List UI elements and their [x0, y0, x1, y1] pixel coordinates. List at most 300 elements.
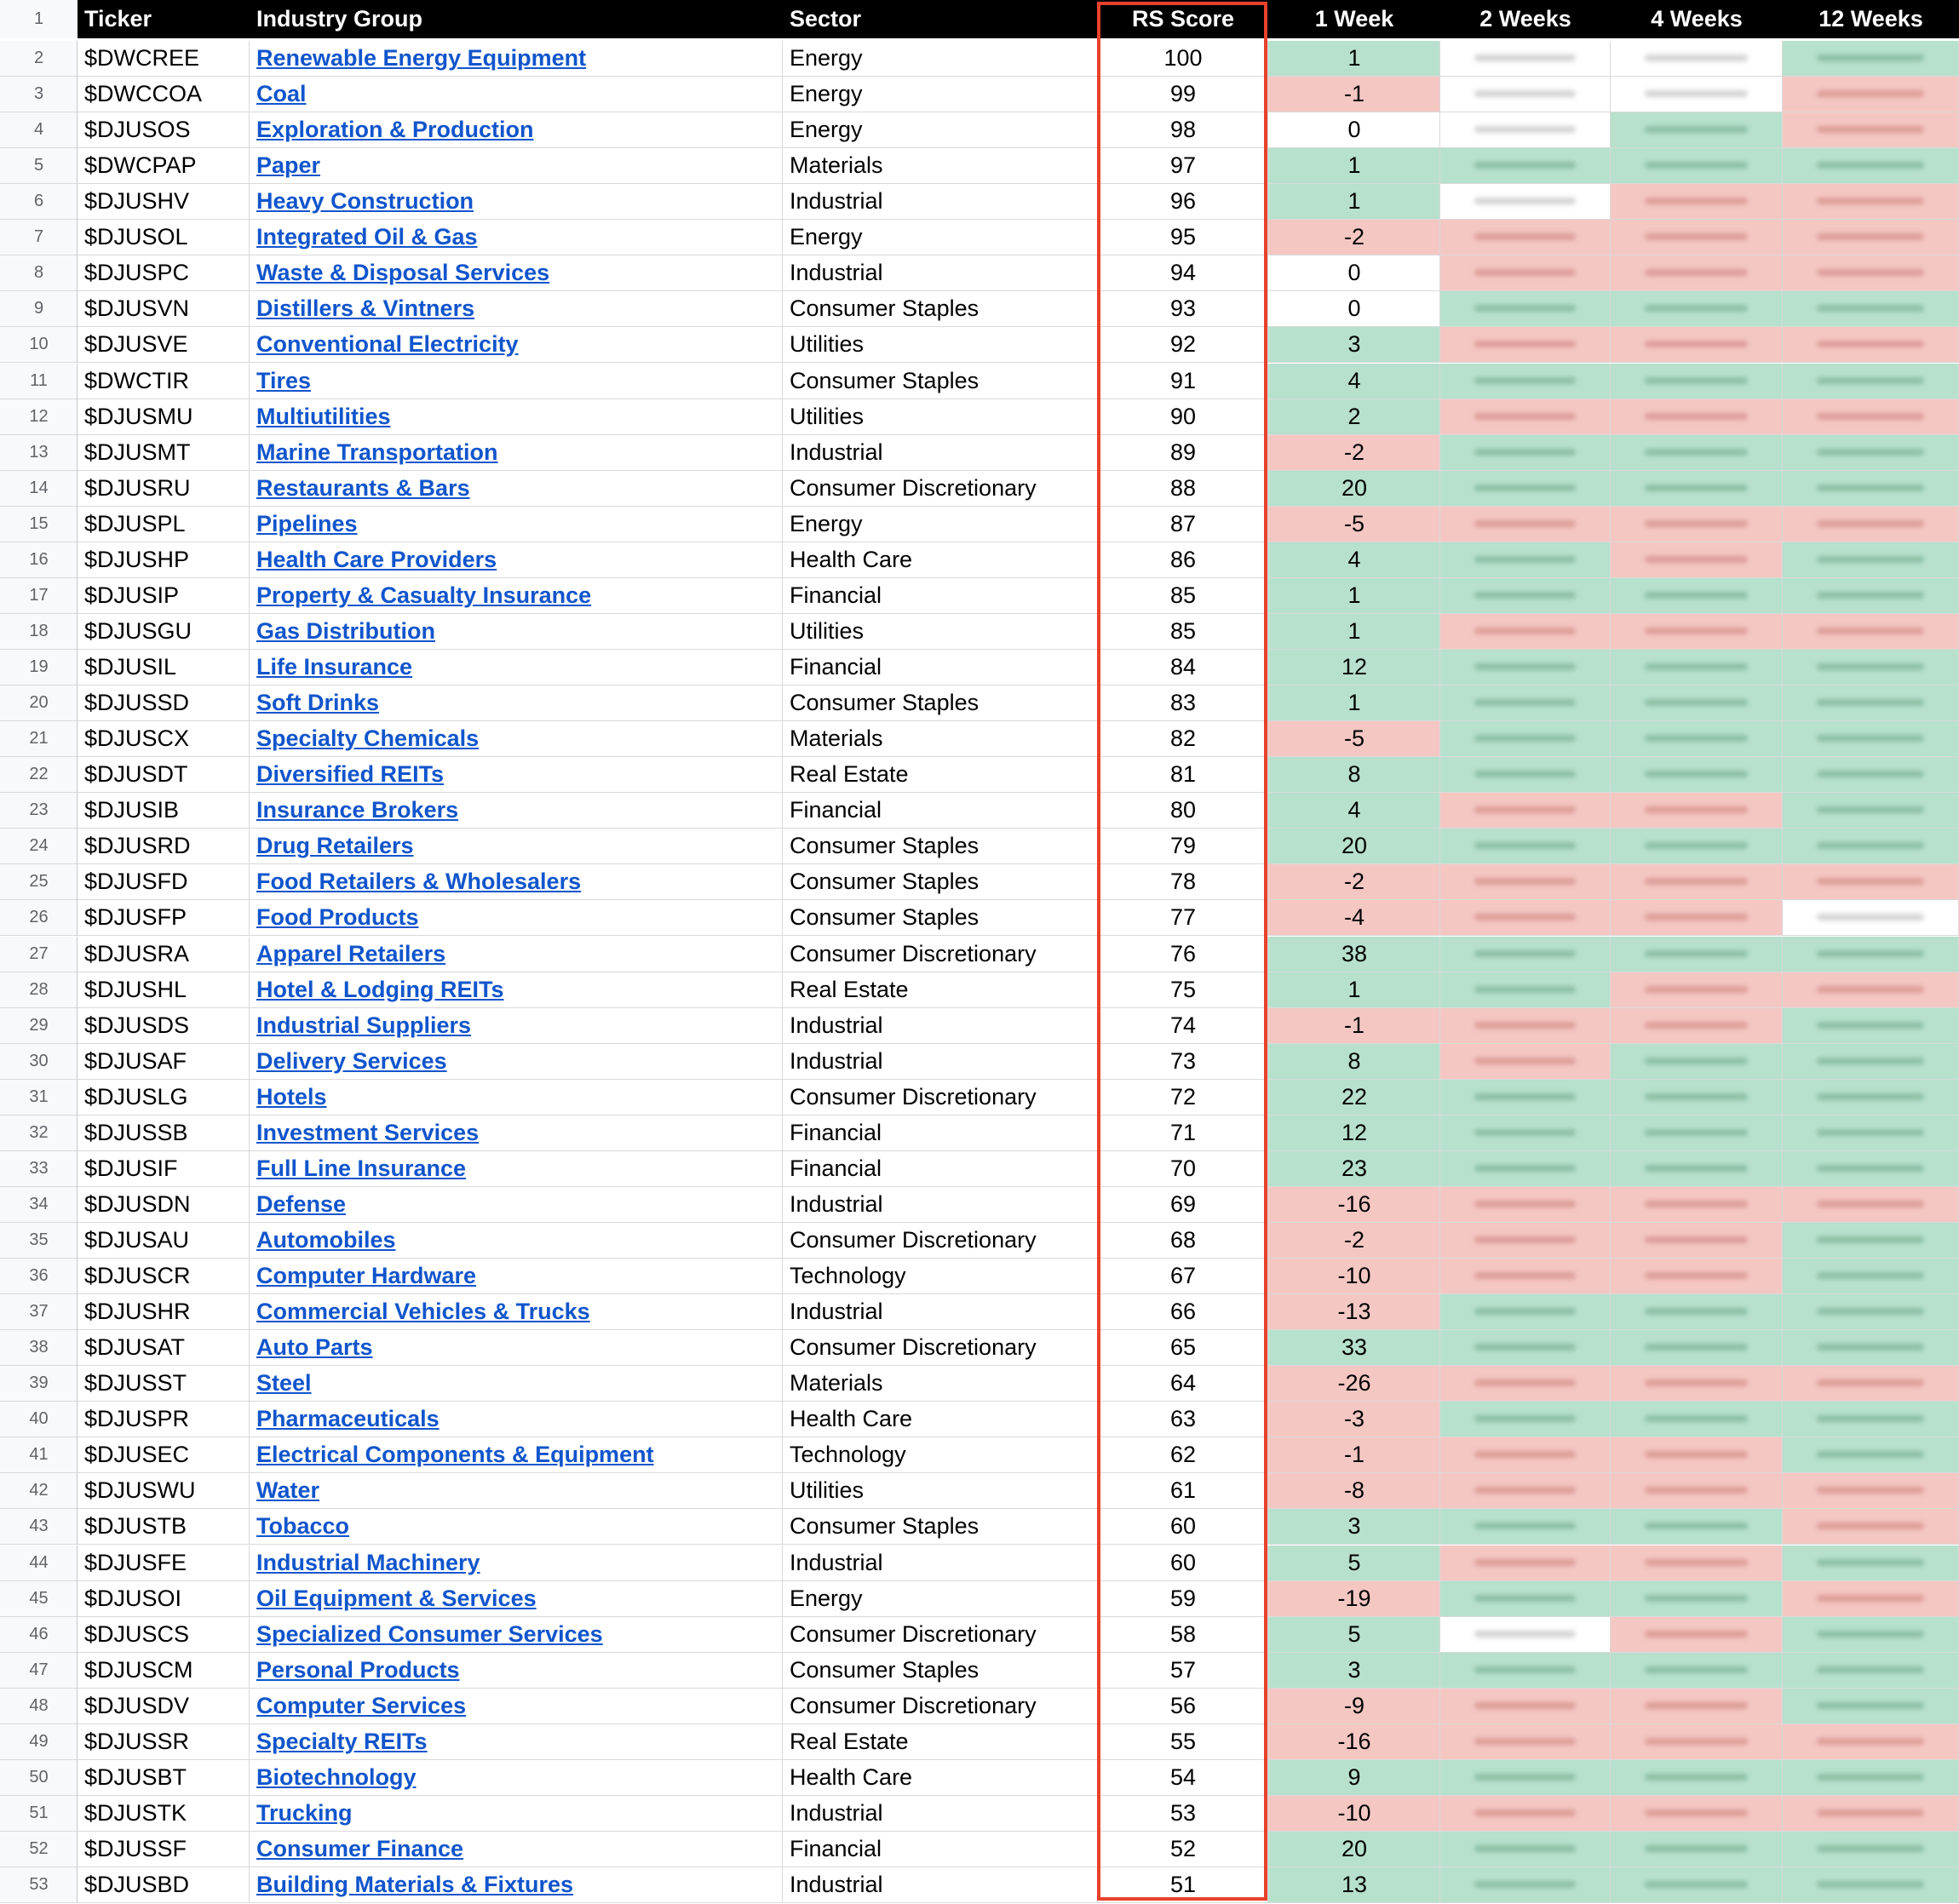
column-header-4-weeks[interactable]: [1611, 0, 1783, 38]
week4-change-cell[interactable]: [1611, 1546, 1783, 1581]
week12-change-cell[interactable]: [1783, 1151, 1959, 1187]
ticker-cell[interactable]: [78, 1581, 250, 1617]
week1-change-cell[interactable]: [1268, 1115, 1440, 1151]
week1-change-cell[interactable]: [1268, 77, 1440, 112]
industry-group-cell[interactable]: [250, 829, 783, 864]
industry-group-link[interactable]: Auto Parts: [256, 1334, 373, 1361]
industry-group-cell[interactable]: [250, 972, 783, 1008]
week1-change-cell[interactable]: [1268, 41, 1440, 77]
industry-group-cell[interactable]: [250, 399, 783, 435]
sector-cell[interactable]: [783, 1080, 1098, 1115]
rs-score-cell[interactable]: [1098, 1223, 1268, 1259]
week1-change-cell[interactable]: [1268, 864, 1440, 900]
week2-change-cell[interactable]: [1440, 1689, 1611, 1724]
week4-change-cell[interactable]: [1611, 614, 1783, 650]
sector-cell[interactable]: [783, 1008, 1098, 1044]
industry-group-cell[interactable]: [250, 1473, 783, 1509]
industry-group-link[interactable]: Marine Transportation: [256, 439, 498, 465]
industry-group-link[interactable]: Specialty Chemicals: [256, 725, 480, 752]
row-number[interactable]: [0, 1689, 78, 1724]
industry-group-link[interactable]: Renewable Energy Equipment: [256, 45, 587, 71]
sector-cell[interactable]: [783, 1509, 1098, 1545]
industry-group-cell[interactable]: [250, 1115, 783, 1151]
week1-change-cell[interactable]: [1268, 112, 1440, 148]
week2-change-cell[interactable]: [1440, 1115, 1611, 1151]
industry-group-cell[interactable]: [250, 327, 783, 363]
ticker-cell[interactable]: [78, 1366, 250, 1402]
industry-group-cell[interactable]: [250, 291, 783, 327]
week12-change-cell[interactable]: [1783, 793, 1959, 829]
week1-change-cell[interactable]: [1268, 1796, 1440, 1832]
rs-score-cell[interactable]: [1098, 399, 1268, 435]
industry-group-link[interactable]: Oil Equipment & Services: [256, 1585, 537, 1611]
week2-change-cell[interactable]: [1440, 1617, 1611, 1653]
industry-group-link[interactable]: Coal: [256, 81, 307, 107]
week2-change-cell[interactable]: [1440, 937, 1611, 972]
week2-change-cell[interactable]: [1440, 1151, 1611, 1187]
week4-change-cell[interactable]: [1611, 1832, 1783, 1867]
week4-change-cell[interactable]: [1611, 1653, 1783, 1689]
ticker-cell[interactable]: [78, 1437, 250, 1473]
rs-score-cell[interactable]: [1098, 578, 1268, 614]
industry-group-link[interactable]: Specialty REITs: [256, 1728, 428, 1754]
row-number[interactable]: [0, 1546, 78, 1581]
ticker-cell[interactable]: [78, 1796, 250, 1832]
ticker-cell[interactable]: [78, 793, 250, 829]
week1-change-cell[interactable]: [1268, 1867, 1440, 1903]
ticker-cell[interactable]: [78, 685, 250, 721]
row-number[interactable]: [0, 1044, 78, 1080]
week1-change-cell[interactable]: [1268, 1151, 1440, 1187]
week12-change-cell[interactable]: [1783, 399, 1959, 435]
week12-change-cell[interactable]: [1783, 507, 1959, 542]
ticker-cell[interactable]: [78, 364, 250, 399]
sector-cell[interactable]: [783, 1473, 1098, 1509]
rs-score-cell[interactable]: [1098, 1689, 1268, 1724]
sector-cell[interactable]: [783, 1259, 1098, 1294]
week1-change-cell[interactable]: [1268, 1581, 1440, 1617]
week12-change-cell[interactable]: [1783, 291, 1959, 327]
row-number[interactable]: [0, 1617, 78, 1653]
week12-change-cell[interactable]: [1783, 1187, 1959, 1223]
industry-group-link[interactable]: Industrial Machinery: [256, 1549, 480, 1575]
week4-change-cell[interactable]: [1611, 507, 1783, 542]
week4-change-cell[interactable]: [1611, 829, 1783, 864]
rs-score-cell[interactable]: [1098, 184, 1268, 220]
industry-group-cell[interactable]: [250, 1330, 783, 1366]
week2-change-cell[interactable]: [1440, 721, 1611, 757]
ticker-cell[interactable]: [78, 112, 250, 148]
week12-change-cell[interactable]: [1783, 1760, 1959, 1796]
week2-change-cell[interactable]: [1440, 1796, 1611, 1832]
week12-change-cell[interactable]: [1783, 1796, 1959, 1832]
industry-group-cell[interactable]: [250, 1294, 783, 1330]
industry-group-cell[interactable]: [250, 1796, 783, 1832]
rs-score-cell[interactable]: [1098, 507, 1268, 542]
ticker-cell[interactable]: [78, 1294, 250, 1330]
week1-change-cell[interactable]: [1268, 1473, 1440, 1509]
week12-change-cell[interactable]: [1783, 255, 1959, 291]
ticker-cell[interactable]: [78, 184, 250, 220]
sector-cell[interactable]: [783, 184, 1098, 220]
ticker-cell[interactable]: [78, 1832, 250, 1867]
industry-group-cell[interactable]: [250, 1724, 783, 1760]
week2-change-cell[interactable]: [1440, 1546, 1611, 1581]
rs-score-cell[interactable]: [1098, 1294, 1268, 1330]
week1-change-cell[interactable]: [1268, 650, 1440, 685]
sector-cell[interactable]: [783, 1151, 1098, 1187]
week4-change-cell[interactable]: [1611, 112, 1783, 148]
week4-change-cell[interactable]: [1611, 1151, 1783, 1187]
industry-group-cell[interactable]: [250, 1832, 783, 1867]
column-header-ticker[interactable]: [78, 0, 250, 38]
week1-change-cell[interactable]: [1268, 471, 1440, 507]
rs-score-cell[interactable]: [1098, 1259, 1268, 1294]
row-number[interactable]: [0, 112, 78, 148]
week4-change-cell[interactable]: [1611, 148, 1783, 184]
sector-cell[interactable]: [783, 900, 1098, 936]
sector-cell[interactable]: [783, 1724, 1098, 1760]
ticker-cell[interactable]: [78, 614, 250, 650]
week1-change-cell[interactable]: [1268, 972, 1440, 1008]
row-number[interactable]: [0, 1294, 78, 1330]
week4-change-cell[interactable]: [1611, 1330, 1783, 1366]
row-number[interactable]: [0, 721, 78, 757]
week2-change-cell[interactable]: [1440, 829, 1611, 864]
row-number[interactable]: [0, 793, 78, 829]
sector-cell[interactable]: [783, 1617, 1098, 1653]
week1-change-cell[interactable]: [1268, 148, 1440, 184]
ticker-cell[interactable]: [78, 829, 250, 864]
ticker-cell[interactable]: [78, 1080, 250, 1115]
row-number[interactable]: [0, 1008, 78, 1044]
sector-cell[interactable]: [783, 1653, 1098, 1689]
week12-change-cell[interactable]: [1783, 1867, 1959, 1903]
rs-score-cell[interactable]: [1098, 471, 1268, 507]
week1-change-cell[interactable]: [1268, 793, 1440, 829]
sector-cell[interactable]: [783, 578, 1098, 614]
week4-change-cell[interactable]: [1611, 1509, 1783, 1545]
ticker-cell[interactable]: [78, 721, 250, 757]
industry-group-link[interactable]: Restaurants & Bars: [256, 474, 470, 501]
industry-group-link[interactable]: Property & Casualty Insurance: [256, 582, 592, 608]
industry-group-cell[interactable]: [250, 255, 783, 291]
rs-score-cell[interactable]: [1098, 1617, 1268, 1653]
row-number[interactable]: [0, 1402, 78, 1437]
week12-change-cell[interactable]: [1783, 1546, 1959, 1581]
week12-change-cell[interactable]: [1783, 1653, 1959, 1689]
rs-score-cell[interactable]: [1098, 364, 1268, 399]
ticker-cell[interactable]: [78, 220, 250, 255]
industry-group-cell[interactable]: [250, 1187, 783, 1223]
row-number[interactable]: [0, 1473, 78, 1509]
rs-score-cell[interactable]: [1098, 793, 1268, 829]
ticker-cell[interactable]: [78, 757, 250, 793]
rs-score-cell[interactable]: [1098, 1437, 1268, 1473]
row-number[interactable]: [0, 1832, 78, 1867]
row-number[interactable]: [0, 220, 78, 255]
ticker-cell[interactable]: [78, 578, 250, 614]
industry-group-cell[interactable]: [250, 650, 783, 685]
week1-change-cell[interactable]: [1268, 685, 1440, 721]
row-number[interactable]: [0, 1223, 78, 1259]
week2-change-cell[interactable]: [1440, 1008, 1611, 1044]
column-header-1-week[interactable]: [1268, 0, 1440, 38]
ticker-cell[interactable]: [78, 1115, 250, 1151]
week4-change-cell[interactable]: [1611, 41, 1783, 77]
ticker-cell[interactable]: [78, 542, 250, 578]
row-number[interactable]: [0, 1330, 78, 1366]
ticker-cell[interactable]: [78, 399, 250, 435]
industry-group-link[interactable]: Conventional Electricity: [256, 331, 519, 358]
week12-change-cell[interactable]: [1783, 1473, 1959, 1509]
week4-change-cell[interactable]: [1611, 685, 1783, 721]
week1-change-cell[interactable]: [1268, 1259, 1440, 1294]
industry-group-cell[interactable]: [250, 471, 783, 507]
week2-change-cell[interactable]: [1440, 471, 1611, 507]
week1-change-cell[interactable]: [1268, 1366, 1440, 1402]
week1-change-cell[interactable]: [1268, 507, 1440, 542]
sector-cell[interactable]: [783, 220, 1098, 255]
industry-group-link[interactable]: Full Line Insurance: [256, 1155, 467, 1181]
row-number[interactable]: [0, 1867, 78, 1903]
week12-change-cell[interactable]: [1783, 112, 1959, 148]
row-number[interactable]: [0, 1760, 78, 1796]
industry-group-cell[interactable]: [250, 1617, 783, 1653]
week12-change-cell[interactable]: [1783, 1402, 1959, 1437]
week4-change-cell[interactable]: [1611, 184, 1783, 220]
sector-cell[interactable]: [783, 937, 1098, 972]
week12-change-cell[interactable]: [1783, 614, 1959, 650]
column-header-sector[interactable]: [783, 0, 1098, 38]
week4-change-cell[interactable]: [1611, 255, 1783, 291]
industry-group-cell[interactable]: [250, 1867, 783, 1903]
rs-score-cell[interactable]: [1098, 1151, 1268, 1187]
sector-cell[interactable]: [783, 291, 1098, 327]
week4-change-cell[interactable]: [1611, 578, 1783, 614]
industry-group-cell[interactable]: [250, 364, 783, 399]
sector-cell[interactable]: [783, 77, 1098, 112]
industry-group-link[interactable]: Computer Services: [256, 1692, 467, 1718]
week4-change-cell[interactable]: [1611, 471, 1783, 507]
industry-group-cell[interactable]: [250, 578, 783, 614]
rs-score-cell[interactable]: [1098, 1867, 1268, 1903]
week2-change-cell[interactable]: [1440, 41, 1611, 77]
rs-score-cell[interactable]: [1098, 542, 1268, 578]
ticker-cell[interactable]: [78, 327, 250, 363]
week4-change-cell[interactable]: [1611, 650, 1783, 685]
week12-change-cell[interactable]: [1783, 1366, 1959, 1402]
rs-score-cell[interactable]: [1098, 937, 1268, 972]
week4-change-cell[interactable]: [1611, 1080, 1783, 1115]
week2-change-cell[interactable]: [1440, 112, 1611, 148]
week1-change-cell[interactable]: [1268, 721, 1440, 757]
industry-group-link[interactable]: Commercial Vehicles & Trucks: [256, 1299, 590, 1325]
industry-group-link[interactable]: Automobiles: [256, 1226, 396, 1253]
week12-change-cell[interactable]: [1783, 1330, 1959, 1366]
week4-change-cell[interactable]: [1611, 864, 1783, 900]
row-number[interactable]: [0, 1259, 78, 1294]
row-number[interactable]: [0, 1151, 78, 1187]
industry-group-link[interactable]: Water: [256, 1477, 320, 1504]
week2-change-cell[interactable]: [1440, 1044, 1611, 1080]
row-number[interactable]: [0, 650, 78, 685]
week12-change-cell[interactable]: [1783, 972, 1959, 1008]
sector-cell[interactable]: [783, 685, 1098, 721]
sector-cell[interactable]: [783, 972, 1098, 1008]
week2-change-cell[interactable]: [1440, 364, 1611, 399]
week2-change-cell[interactable]: [1440, 685, 1611, 721]
week12-change-cell[interactable]: [1783, 1115, 1959, 1151]
industry-group-link[interactable]: Hotel & Lodging REITs: [256, 976, 504, 1002]
week1-change-cell[interactable]: [1268, 1402, 1440, 1437]
ticker-cell[interactable]: [78, 291, 250, 327]
row-number[interactable]: [0, 399, 78, 435]
week4-change-cell[interactable]: [1611, 1760, 1783, 1796]
rs-score-cell[interactable]: [1098, 1187, 1268, 1223]
week1-change-cell[interactable]: [1268, 1617, 1440, 1653]
week2-change-cell[interactable]: [1440, 220, 1611, 255]
industry-group-link[interactable]: Trucking: [256, 1799, 353, 1826]
row-number[interactable]: [0, 1437, 78, 1473]
industry-group-cell[interactable]: [250, 793, 783, 829]
industry-group-link[interactable]: Food Retailers & Wholesalers: [256, 869, 582, 895]
industry-group-link[interactable]: Integrated Oil & Gas: [256, 224, 478, 250]
sector-cell[interactable]: [783, 1832, 1098, 1867]
sector-cell[interactable]: [783, 255, 1098, 291]
row-number[interactable]: [0, 471, 78, 507]
week4-change-cell[interactable]: [1611, 1581, 1783, 1617]
industry-group-cell[interactable]: [250, 1223, 783, 1259]
week2-change-cell[interactable]: [1440, 1867, 1611, 1903]
ticker-cell[interactable]: [78, 41, 250, 77]
week12-change-cell[interactable]: [1783, 757, 1959, 793]
sector-cell[interactable]: [783, 757, 1098, 793]
week4-change-cell[interactable]: [1611, 721, 1783, 757]
row-number[interactable]: [0, 184, 78, 220]
rs-score-cell[interactable]: [1098, 1402, 1268, 1437]
sector-cell[interactable]: [783, 327, 1098, 363]
week12-change-cell[interactable]: [1783, 650, 1959, 685]
week1-change-cell[interactable]: [1268, 1546, 1440, 1581]
week4-change-cell[interactable]: [1611, 972, 1783, 1008]
week1-change-cell[interactable]: [1268, 614, 1440, 650]
rs-score-cell[interactable]: [1098, 757, 1268, 793]
rs-score-cell[interactable]: [1098, 77, 1268, 112]
industry-group-link[interactable]: Paper: [256, 152, 321, 179]
week1-change-cell[interactable]: [1268, 829, 1440, 864]
rs-score-cell[interactable]: [1098, 972, 1268, 1008]
industry-group-cell[interactable]: [250, 77, 783, 112]
ticker-cell[interactable]: [78, 650, 250, 685]
column-header-industry-group[interactable]: [250, 0, 783, 38]
rs-score-cell[interactable]: [1098, 112, 1268, 148]
industry-group-link[interactable]: Tires: [256, 367, 312, 393]
industry-group-link[interactable]: Food Products: [256, 904, 419, 931]
week1-change-cell[interactable]: [1268, 184, 1440, 220]
industry-group-cell[interactable]: [250, 685, 783, 721]
sector-cell[interactable]: [783, 112, 1098, 148]
rs-score-cell[interactable]: [1098, 1008, 1268, 1044]
week2-change-cell[interactable]: [1440, 255, 1611, 291]
week12-change-cell[interactable]: [1783, 1437, 1959, 1473]
sector-cell[interactable]: [783, 721, 1098, 757]
rs-score-cell[interactable]: [1098, 41, 1268, 77]
sector-cell[interactable]: [783, 1402, 1098, 1437]
ticker-cell[interactable]: [78, 507, 250, 542]
week12-change-cell[interactable]: [1783, 721, 1959, 757]
week2-change-cell[interactable]: [1440, 1187, 1611, 1223]
row-number[interactable]: [0, 829, 78, 864]
week1-change-cell[interactable]: [1268, 1044, 1440, 1080]
week4-change-cell[interactable]: [1611, 1366, 1783, 1402]
industry-group-cell[interactable]: [250, 1008, 783, 1044]
week12-change-cell[interactable]: [1783, 327, 1959, 363]
week4-change-cell[interactable]: [1611, 793, 1783, 829]
sector-cell[interactable]: [783, 1689, 1098, 1724]
industry-group-link[interactable]: Multiutilities: [256, 403, 391, 429]
ticker-cell[interactable]: [78, 1546, 250, 1581]
week12-change-cell[interactable]: [1783, 578, 1959, 614]
week2-change-cell[interactable]: [1440, 435, 1611, 471]
week4-change-cell[interactable]: [1611, 757, 1783, 793]
sector-cell[interactable]: [783, 435, 1098, 471]
ticker-cell[interactable]: [78, 255, 250, 291]
rs-score-cell[interactable]: [1098, 721, 1268, 757]
week12-change-cell[interactable]: [1783, 1581, 1959, 1617]
industry-group-cell[interactable]: [250, 1044, 783, 1080]
row-number[interactable]: [0, 685, 78, 721]
ticker-cell[interactable]: [78, 1151, 250, 1187]
ticker-cell[interactable]: [78, 77, 250, 112]
week2-change-cell[interactable]: [1440, 1223, 1611, 1259]
sector-cell[interactable]: [783, 1115, 1098, 1151]
ticker-cell[interactable]: [78, 1402, 250, 1437]
week1-change-cell[interactable]: [1268, 364, 1440, 399]
week1-change-cell[interactable]: [1268, 937, 1440, 972]
week4-change-cell[interactable]: [1611, 1402, 1783, 1437]
industry-group-link[interactable]: Soft Drinks: [256, 690, 380, 716]
week1-change-cell[interactable]: [1268, 542, 1440, 578]
ticker-cell[interactable]: [78, 1044, 250, 1080]
industry-group-cell[interactable]: [250, 1080, 783, 1115]
week4-change-cell[interactable]: [1611, 364, 1783, 399]
industry-group-cell[interactable]: [250, 1653, 783, 1689]
week2-change-cell[interactable]: [1440, 399, 1611, 435]
week2-change-cell[interactable]: [1440, 972, 1611, 1008]
week1-change-cell[interactable]: [1268, 1223, 1440, 1259]
week12-change-cell[interactable]: [1783, 41, 1959, 77]
rs-score-cell[interactable]: [1098, 900, 1268, 936]
industry-group-link[interactable]: Defense: [256, 1190, 347, 1217]
rs-score-cell[interactable]: [1098, 1366, 1268, 1402]
week4-change-cell[interactable]: [1611, 1796, 1783, 1832]
row-number-header[interactable]: [0, 0, 78, 38]
column-header-12-weeks[interactable]: [1783, 0, 1959, 38]
week2-change-cell[interactable]: [1440, 148, 1611, 184]
rs-score-cell[interactable]: [1098, 1653, 1268, 1689]
week12-change-cell[interactable]: [1783, 1689, 1959, 1724]
week4-change-cell[interactable]: [1611, 1689, 1783, 1724]
week2-change-cell[interactable]: [1440, 864, 1611, 900]
industry-group-cell[interactable]: [250, 184, 783, 220]
week4-change-cell[interactable]: [1611, 937, 1783, 972]
rs-score-cell[interactable]: [1098, 1546, 1268, 1581]
week4-change-cell[interactable]: [1611, 1294, 1783, 1330]
sector-cell[interactable]: [783, 864, 1098, 900]
row-number[interactable]: [0, 1366, 78, 1402]
sector-cell[interactable]: [783, 1546, 1098, 1581]
